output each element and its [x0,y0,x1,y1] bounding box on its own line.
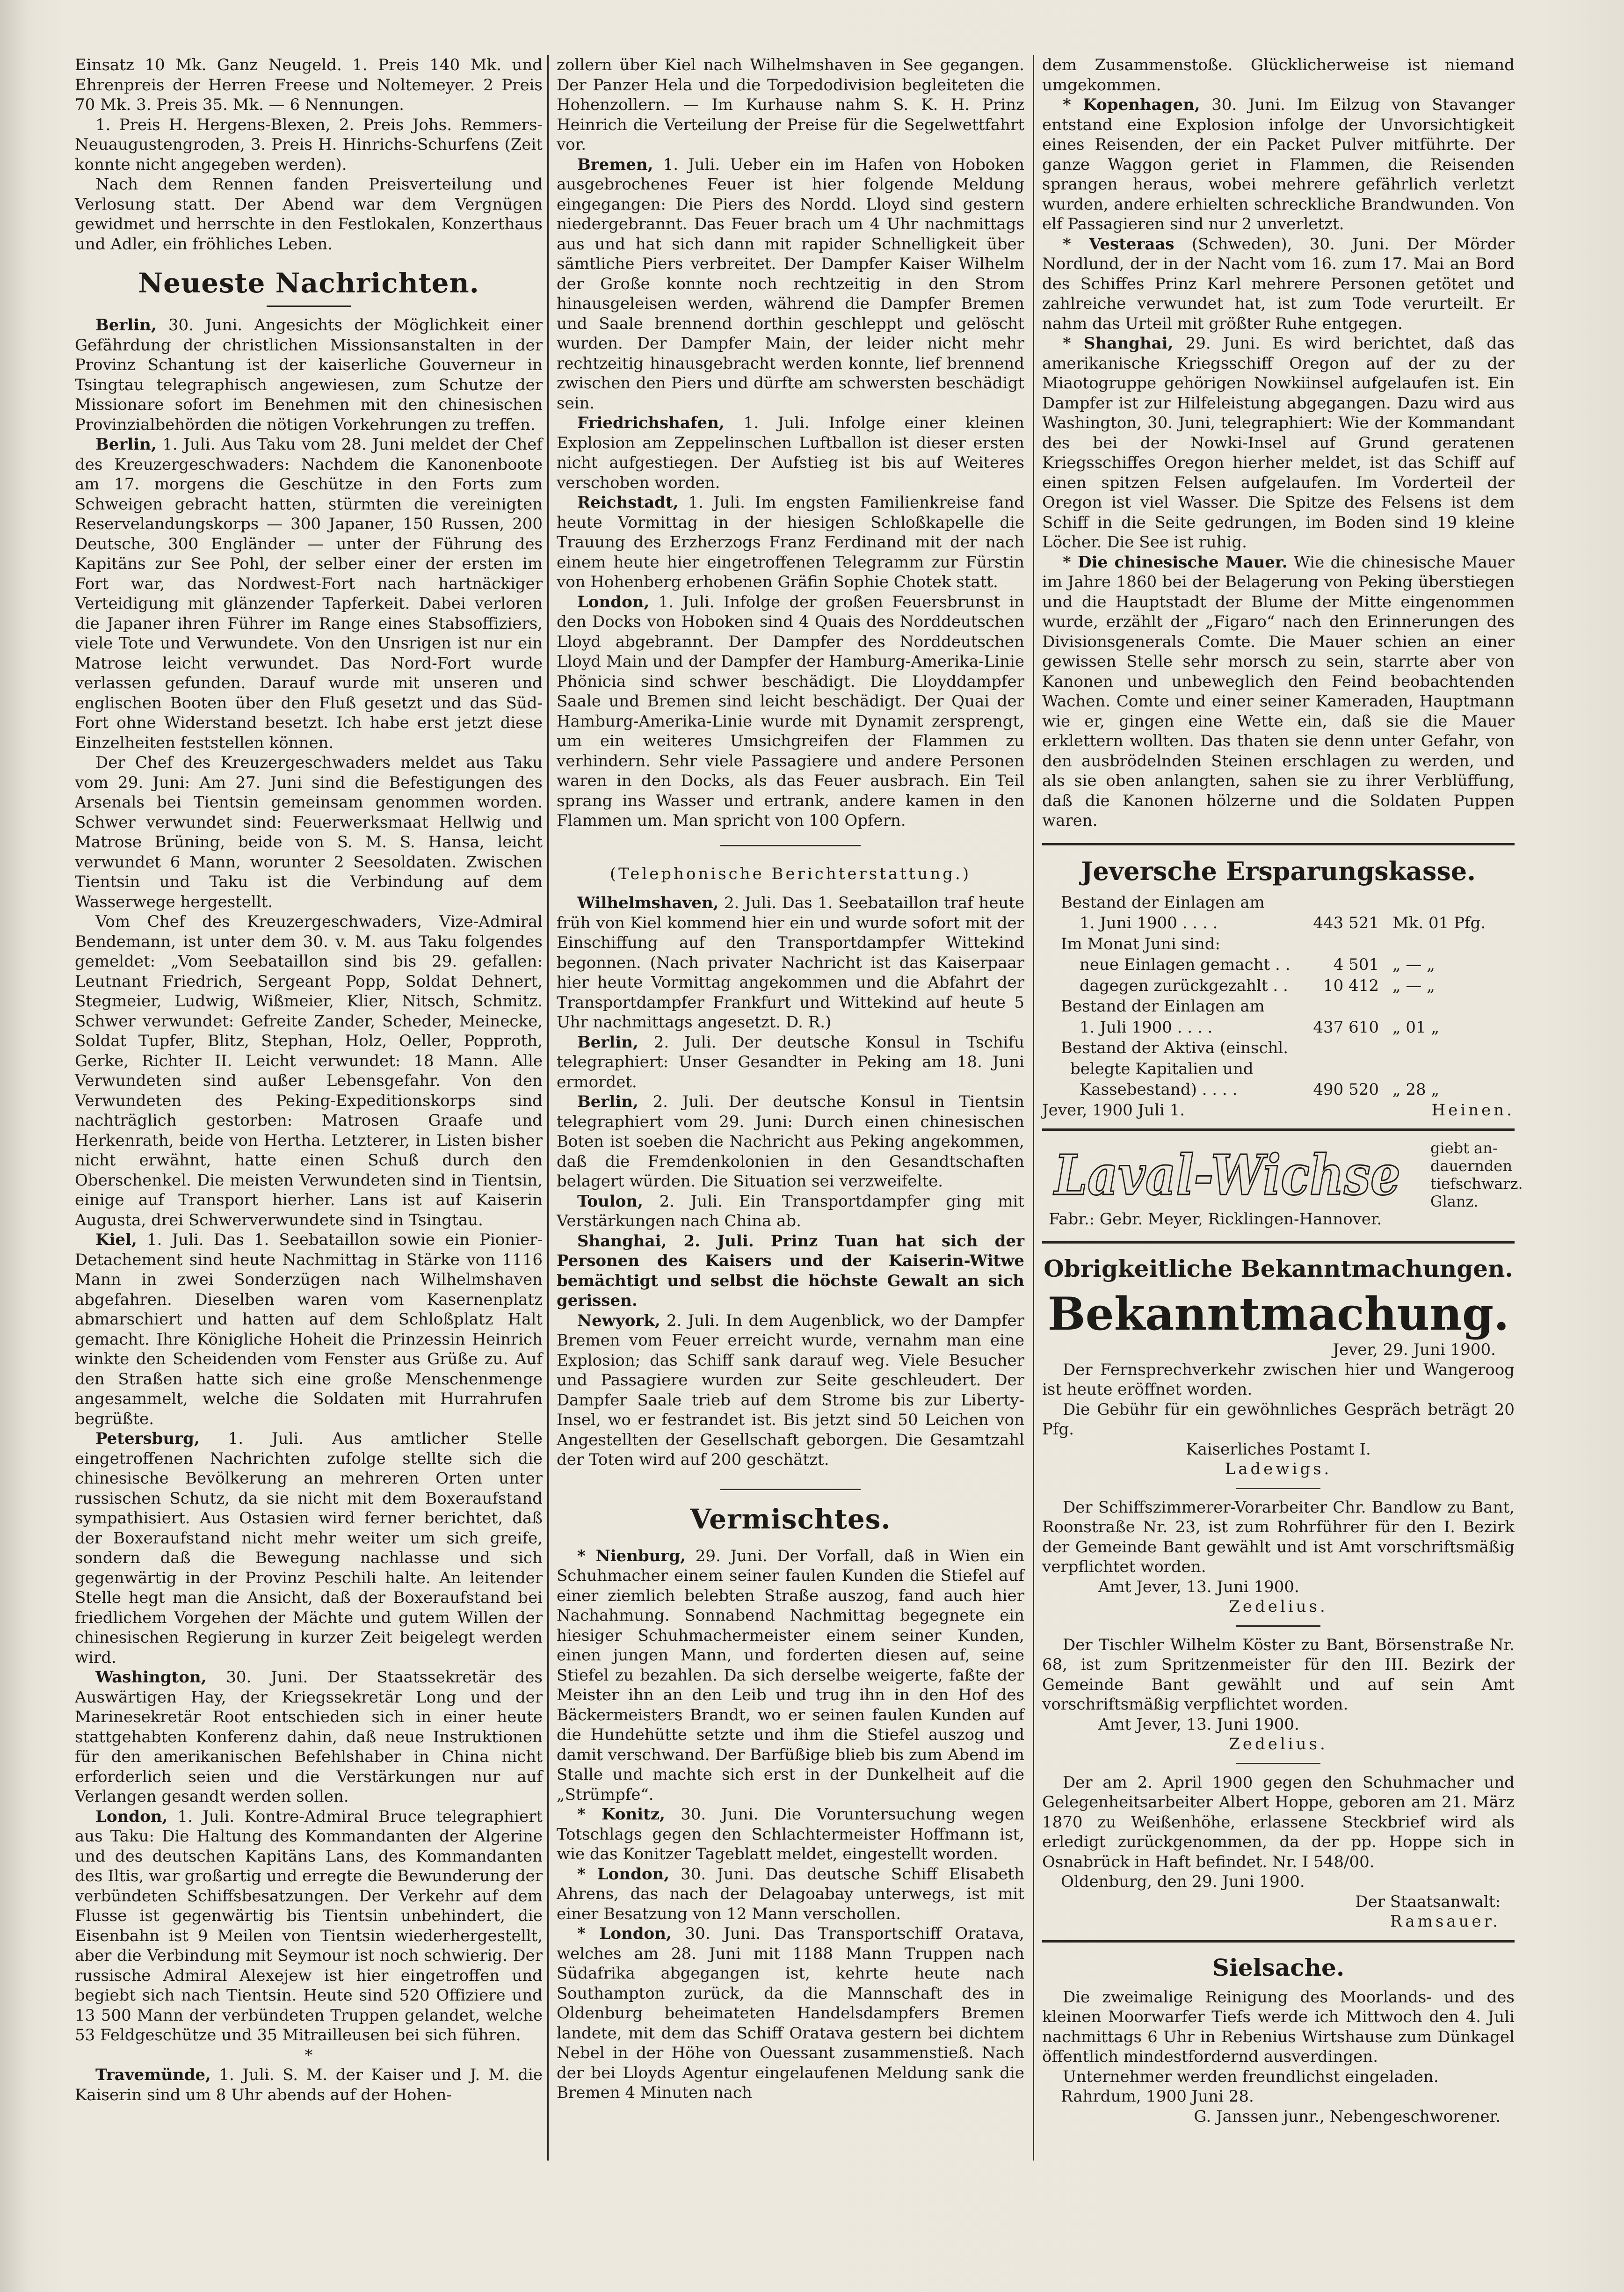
ad-tagline-line: dauernden [1430,1157,1513,1175]
savings-bank-table [1042,892,1515,1100]
siel-place: Rahrdum, 1900 Juni 28. [1061,2087,1254,2106]
article-text: 2. Juli. Der deutsche Konsul in Tientsin telegraphiert vom 29. Juni: Durch einen chinesischen Boten ist soeben die Nachricht aus Peking angekommen, daß die Fremdenkolonien in den Gesandtschaften belagert würden. Die Situation sei verzweifelte. [557,1092,1024,1191]
article-text: 2. Juli. Der deutsche Konsul in Tschifu telegraphiert: Unser Gesandter in Peking am 18. Juni ermordet. [557,1033,1024,1091]
notice-sign-office: Kaiserliches Postamt I. [1186,1440,1371,1459]
section-rule-2 [720,1489,861,1490]
article-text: 30. Juni. Angesichts der Möglichkeit einer Gefährdung der christlichen Missionsanstalten in der Provinz Schantung ist der kaiserliche Gouverneur in Tsingtau telegraphisch angewiesen, zum Schutze der Missionare sofort im Benehmen mit den chinesischen Provinzialbehörden die nötigen Vorkehrungen zu treffen. [75,316,543,434]
article-text: 1. Juli. Das 1. Seebataillon sowie ein Pionier-Detachement sind heute Nachmittag in Stärke von 1116 Mann in zwei Sonderzügen nach Wilhelmshaven abgefahren. Dieselben waren vom Kasernenplatz abmarschiert und hatten auf dem Schloßplatz Halt gemacht. Ihre Königliche Hoheit die Prinzessin Heinrich winkte den Scheidenden vom Fenster aus Grüße zu. Auf den Straßen hatte sich eine große Menschenmenge angesammelt, welche die Soldaten mit Hurrahrufen begrüßte. [75,1230,543,1428]
siel-title: Sielsache. [1212,1953,1345,1981]
article-text: 1. Juli. Im engsten Familienkreise fand heute Vormittag in der hiesigen Schloßkapelle die Trauung des Erzherzogs Franz Ferdinand mit der nach einem heute hier eingetroffenen Telegramm zur Fürstin von Hohenberg erhobenen Gräfin Sophie Chotek statt. [557,493,1024,591]
dateline: Berlin, [577,1092,638,1111]
savings-bank-notice [1042,854,1515,1121]
dateline: Bremen, [577,155,653,174]
dateline: * London, [577,1924,672,1943]
article-paragraph [557,1033,1024,1092]
savings-label: 1. Juli 1900 . . . . [1080,1018,1213,1037]
dateline: Kiel, [95,1230,137,1249]
article-paragraph [557,1311,1024,1470]
article-paragraph [557,155,1024,414]
dateline: * Kopenhagen, [1063,95,1200,114]
rule-above-savings [1042,843,1515,845]
ad-tagline-line: giebt an- [1430,1139,1498,1157]
savings-unit: „ 28 „ [1392,1080,1440,1099]
telephone-report-heading: (Telephonische Berichterstattung.) [609,864,972,883]
article-paragraph [75,753,543,912]
dateline: * Vesteraas [1063,234,1174,254]
race-results [75,55,543,254]
miscellaneous-continued [1042,55,1515,831]
article-text: Prinz Tuan hat sich der Personen des Kaisers und der Kaiserin-Witwe bemächtigt und selbst die höchste Gewalt an sich gerissen. [557,1231,1024,1310]
ad-tagline [1430,1139,1523,1210]
announcement-title: Bekanntmachung. [1047,1288,1509,1340]
siel-sign: G. Janssen junr., Nebengeschworener. [1194,2107,1501,2126]
notice-rule-3 [1236,1763,1320,1764]
telephone-news-list [557,893,1024,1470]
ad-tagline-line: Glanz. [1430,1193,1479,1210]
article-text: 1. Juli. S. M. der Kaiser und J. M. die Kaiserin sind um 8 Uhr abends auf der Hohen- [75,2066,543,2104]
notice-sielsache [1042,1951,1515,2127]
savings-unit [1379,892,1515,913]
dateline: Washington, [95,1668,207,1687]
article-text: 1. Juli. Ueber ein im Hafen von Hoboken ausgebrochenes Feuer ist hier folgende Meldung eingegangen: Die Piers des Nordd. Lloyd sind gestern niedergebrannt. Das Feuer brach um 4 Uhr nachmittags aus und hat sich dann mit rapider Schnelligkeit über sämtliche Piers verbreitet. Der Dampfer Kaiser Wilhelm der Große konnte noch rechtzeitig in den Strom hinausgeleisen werden, während die Dampfer Bremen und Saale brennend dorthin geschleppt und gelöscht wurden. Der Dampfer Main, der leider nicht mehr rechtzeitig hinausgebracht werden konnte, lief brennend zwischen den Piers und dürfte am schwersten beschädigt sein. [557,155,1024,413]
heading-neueste-nachrichten: Neueste Nachrichten. [138,267,479,299]
article-paragraph [1042,234,1515,334]
notice-sign-name: Ladewigs. [1225,1460,1332,1478]
notice-hoppe [1042,1773,1515,1932]
notice-body [1042,1360,1515,1440]
article-text: 30. Juni. Das Transportschiff Oratava, welches am 28. Juni mit 1188 Mann Truppen nach Südafrika abgegangen ist, kehrte heute nach Southampton zurück, da die Mannschaft des in Oldenburg beheimateten Handelsdampfers Bremen landete, mit dem das Schiff Oratava gestern bei dichtem Nebel in der Höhe von Ouessant zusammenstieß. Nach der bei Lloyds Agentur eingelaufenen Meldung sank die Bremen 4 Minuten nach [557,1924,1024,2102]
dateline: London, [95,1807,168,1826]
advertisement-laval-wichse [1042,1139,1523,1233]
dateline: * Shanghai, [1063,334,1174,353]
article-text: 29. Juni. Der Vorfall, daß in Wien ein Schuhmacher einem seiner faulen Kunden die Stiefel auf einer ziemlich belebten Straße auszog, fand auch hier Nachahmung. Sonnabend Nachmittag begegnete ein hiesiger Schuhmachermeister einem seiner Kunden, einen jungen Mann, und forderten diesen auf, seine Stiefel zu bezahlen. Da sich derselbe weigerte, faßte der Meister ihn an den Leib und trug ihn in den Hof des Bäckermeisters Brandt, wo er seinen faulen Kunden auf die Hundehütte setzte und ihm die Stiefel auszog und damit verschwand. Der Barfüßige blieb bis zum Abend im Stalle und machte sich erst in der Dunkelheit auf die „Strümpfe“. [557,1546,1024,1804]
article-paragraph [557,1192,1024,1231]
notice-body: Der Tischler Wilhelm Köster zu Bant, Börsenstraße Nr. 68, ist zum Spritzenmeister für den III. Bezirk der Gemeinde Bant gewählt und auf sein Amt vorschriftsmäßig verpflichtet worden. [1042,1635,1515,1714]
dateline: Berlin, [577,1033,638,1052]
article-text: 1. Juli. Infolge der großen Feuersbrunst in den Docks von Hoboken sind 4 Quais des Norddeutschen Lloyd abgebrannt. Der Dampfer des Norddeutschen Lloyd Main und der Dampfer der Hamburg-Amerika-Linie Phönicia sind schwer beschädigt. Die Lloyddampfer Saale und Bremen sind leicht beschädigt. Der Quai der Hamburg-Amerika-Linie wurde mit Dynamit zersprengt, um ein weiteres Umsichgreifen der Flammen zu verhindern. Sehr viele Passagiere und andere Personen waren in den Docks, als das Feuer ausbrach. Ein Teil sprang ins Wasser und ertrank, andere kamen in den Flammen um. Man spricht von 100 Opfern. [557,592,1024,830]
savings-date: Jever, 1900 Juli 1. [1042,1100,1185,1120]
section-rule [720,845,861,846]
savings-unit [1379,934,1515,955]
savings-row [1042,954,1515,975]
article-paragraph [557,493,1024,592]
savings-signature: Heinen. [1431,1100,1515,1120]
notice-body: Der Schiffszimmerer-Vorarbeiter Chr. Bandlow zu Bant, Roonstraße Nr. 23, ist zum Rohrführer für den I. Bezirk der Gemeinde Bant gewählt und ist Amt vorschriftsmäßig verpflichtet worden. [1042,1498,1515,1576]
race-paragraph: 1. Preis H. Hergens-Blexen, 2. Preis Johs. Remmers-Neuaugustengroden, 3. Preis H. Hinrichs-Schurfens (Zeit konnte nicht angegeben werden). [75,115,543,174]
article-paragraph [1042,553,1515,831]
savings-label: Bestand der Einlagen am [1061,893,1265,912]
savings-row [1042,892,1515,913]
official-notices-title: Obrigkeitliche Bekanntmachungen. [1044,1255,1513,1282]
article-paragraph [1042,334,1515,553]
article-text: 2. Juli. Das 1. Seebataillon traf heute früh von Kiel kommend hier ein und wurde sofort mit der Einschiffung auf den Transportdampfer Wittekind begonnen. (Nach privater Nachricht ist das Kaiserpaar hier heute Vormittag angekommen und die Abfahrt der Transportdampfer Frankfurt und Wittekind auf heute 5 Uhr nachmittags angesetzt. D. R.) [557,894,1024,1032]
dateline: * Die chinesische Mauer. [1063,553,1288,572]
savings-row [1042,996,1515,1017]
article-paragraph [75,315,543,435]
article-text: Wie die chinesische Mauer im Jahre 1860 bei der Belagerung von Peking überstiegen und die Hauptstadt der Blume der Mitte eingenommen wurde, erzählt der „Figaro“ nach den Erinnerungen des Divisionsgenerals Comte. Die Mauer schien an einer gewissen Stelle sehr morsch zu sein, starrte aber von Kanonen und unbeweglich den Feind beobachtenden Wachen. Comte und einer seiner Kameraden, Hauptmann wie er, gingen eine Wette ein, daß sie die Mauer erklettern wollten. Das thaten sie denn unter Gefahr, von den ausbrödelnden Steinen erschlagen zu werden, und als sie oben anlangten, sahen sie zu ihrer Verblüffung, daß die Kanonen hölzerne und die Soldaten Puppen waren. [1042,553,1515,830]
savings-num: 490 520 [1313,1080,1379,1099]
article-paragraph [557,55,1024,155]
savings-unit: „ 01 „ [1392,1018,1440,1037]
star-divider: * [304,2045,313,2065]
column-1 [75,55,543,2105]
savings-num [1299,934,1379,955]
article-paragraph [557,1546,1024,1805]
article-paragraph [75,2065,543,2105]
svg-text:Laval-Wichse: Laval-Wichse [1053,1142,1400,1208]
dateline: * London, [577,1864,670,1884]
article-paragraph [1042,95,1515,234]
article-text: 29. Juni. Es wird berichtet, daß das amerikanische Kriegsschiff Oregon auf der zu der Miaotogruppe gehörigen Nowkiinsel aufgelaufen ist. Ein Dampfer ist zur Hilfeleistung abgegangen. Dazu wird aus Washington, 30. Juni, telegraphiert: Wie der Kommandant des bei der Nowki-Insel auf Grund geratenen Kriegsschiffes Oregon hierher meldet, ist das Schiff auf einen spitzen Felsen aufgelaufen. Im Vorderteil der Oregon ist viel Wasser. Die Spitze des Felsens ist dem Schiff in die Seite gedrungen, im Boden sind 19 kleine Löcher. Die See ist ruhig. [1042,334,1515,552]
dateline: Friedrichshafen, [577,414,725,432]
heading-rule [267,306,351,307]
article-text: 1. Juli. Kontre-Admiral Bruce telegraphiert aus Taku: Die Haltung des Kommandanten der Algerine und des deutschen Kapitäns Lans, des Kommandanten des Iltis, war großartig und erregte die Bewunderung der verbündeten Schiffsbesatzungen. Der Verkehr auf dem Flusse ist gegenwärtig bis Tientsin unbehindert, die Eisenbahn ist 9 Meilen von Tientsin wiederhergestellt, aber die Verbindung mit Seymour ist noch schwierig. Der russische Admiral Alexejew ist hier eingetroffen und begiebt sich nach Tientsin. Heute sind 520 Offiziere und 13 500 Mann der verbündeten Truppen gelandet, welche 53 Feldgeschütze und 35 Mitrailleusen bei sich führen. [75,1807,543,2045]
column-rule-left [547,55,549,2161]
article-paragraph [75,1667,543,1807]
notice-body: Der am 2. April 1900 gegen den Schuhmacher und Gelegenheitsarbeiter Albert Hoppe, geboren am 21. März 1870 zu Weißenhöhe, erlassene Steckbrief wird als erledigt zurückgenommen, da der pp. Hoppe sich in Osnabrück in Haft befindet. Nr. I 548/00. [1042,1773,1515,1871]
savings-num [1299,1059,1379,1080]
dateline: Travemünde, [95,2066,211,2084]
article-text: (Schweden), 30. Juni. Der Mörder Nordlund, der in der Nacht vom 16. zum 17. Mai an Bord des Schiffes Prinz Karl mehrere Personen getötet und zahlreiche verwundet hat, ist zum Tode verurteilt. Er nahm das Urteil mit größter Ruhe entgegen. [1042,234,1515,333]
article-text: 2. Juli. Ein Transportdampfer ging mit Verstärkungen nach China ab. [557,1192,1024,1230]
savings-num [1299,892,1379,913]
savings-row [1042,1079,1515,1100]
dateline: Berlin, [95,316,157,335]
savings-row [1042,913,1515,934]
laval-wichse-logo [1051,1142,1407,1208]
article-paragraph [557,1924,1024,2103]
savings-unit [1379,1038,1515,1059]
savings-bank-footer [1042,1100,1515,1121]
savings-label: belegte Kapitalien und [1070,1059,1254,1078]
article-paragraph [75,1230,543,1429]
dateline: * Nienburg, [577,1546,686,1565]
article-paragraph [557,592,1024,831]
article-text: Der Chef des Kreuzergeschwaders meldet aus Taku vom 29. Juni: Am 27. Juni sind die Befestigungen des Arsenals bei Tientsin gemeinsam genommen worden. Schwer verwundet sind: Feuerwerksmaat Hellwig und Matrose Brüning, beide von S. M. S. Hansa, leicht verwundet 6 Mann, worunter 2 Seesoldaten. Zwischen Tientsin und Taku ist die Verbindung auf dem Wasserwege hergestellt. [75,753,543,911]
article-text: 30. Juni. Im Eilzug von Stavanger entstand eine Explosion infolge der Unvorsichtigkeit eines Reisenden, der ein Packet Pulver mitführte. Der ganze Waggon geriet in Flammen, die Reisenden sprangen heraus, wobei mehrere gefährlich verletzt wurden, andere erhielten schreckliche Brandwunden. Von elf Passagieren sind nur 2 unverletzt. [1042,95,1515,233]
article-text: Vom Chef des Kreuzergeschwaders, Vize-Admiral Bendemann, ist unter dem 30. v. M. aus Taku folgendes gemeldet: „Vom Seebataillon sind bis 29. gefallen: Leutnant Friedrich, Sergeant Popp, Soldat Dehnert, Stegmeier, Ludwig, Wißmeier, Klier, Nitsch, Schmitz. Schwer verwundet: Gefreite Zander, Scheder, Meinecke, Soldat Tupfer, Blitz, Stephan, Holz, Oeller, Popproth, Gerke, Richter II. Leicht verwundet: 18 Mann. Alle Verwundeten sind außer Lebensgefahr. Von den Verwundeten des Peking-Expeditionskorps sind nachträglich gestorben: Matrosen Graafe und Herkenrath, beide von Hertha. Letzterer, in Listen bisher nicht erwähnt, hatte einen Schuß durch den Oberschenkel. Die meisten Verwundeten sind in Tientsin, einige auf Transport hierher. Lans ist auf Kaiserin Augusta, drei Schwerverwundete sind in Tsingtau. [75,912,543,1230]
news-list [75,315,543,2105]
article-paragraph [557,413,1024,493]
article-text: 30. Juni. Die Voruntersuchung wegen Totschlags gegen den Schlachtermeister Hoffmann ist, wie das Konitzer Tageblatt meldet, eingestellt worden. [557,1805,1024,1863]
savings-num [1299,1038,1379,1059]
article-text: 1. Juli. Aus Taku vom 28. Juni meldet der Chef des Kreuzergeschwaders: Nachdem die Kanonenboote am 17. morgens die Geschütze in den Forts zum Schweigen gebracht hatten, stürmten die vereinigten Reservelandungskorps — 300 Japaner, 150 Russen, 200 Deutsche, 300 Engländer — unter der Führung des Kapitäns zur See Pohl, der selber einer der ersten im Fort war, das Nordwest-Fort nach hartnäckiger Verteidigung mit glänzender Tapferkeit. Dabei verloren die Japaner ihren Führer im Range eines Stabsoffiziers, viele Tote und Verwundete. Von den Unsrigen ist nur ein Matrose leicht verwundet. Das Nord-Fort wurde verlassen gefunden. Darauf wurde mit unseren und englischen Booten über den Fluß gesetzt und das Süd-Fort ohne Widerstand besetzt. Ich habe erst jetzt diese Einzelheiten feststellen können. [75,435,543,752]
savings-label: Bestand der Einlagen am [1061,997,1265,1016]
savings-num: 4 501 [1333,955,1379,974]
ad-manufacturer: Fabr.: Gebr. Meyer, Ricklingen-Hannover. [1049,1210,1382,1229]
savings-num: 10 412 [1323,976,1379,995]
savings-label: Bestand der Aktiva (einschl. [1061,1039,1289,1057]
savings-row [1042,1017,1515,1038]
column-2 [557,55,1024,2103]
notice-telephone [1042,1340,1515,1479]
notice-sign: Zedelius. [1229,1597,1328,1616]
siel-body-2: Unternehmer werden freundlichst eingeladen. [1063,2067,1439,2086]
savings-label: dagegen zurückgezahlt . . [1080,976,1288,995]
dateline: Shanghai, 2. Juli. [577,1231,754,1251]
article-text: 2. Juli. In dem Augenblick, wo der Dampfer Bremen vom Feuer erreicht wurde, vernahm man eine Explosion; das Schiff sank darauf weg. Viele Besucher und Passagiere wurden zur Seite geschleudert. Der Dampfer Saale trieb auf dem Strome bis zur Liberty-Insel, wo er festrandet ist. Bis jetzt sind 50 Leichen von Angestellten der Gesellschaft geborgen. Die Gesamtzahl der Toten wird auf 200 geschätzt. [557,1311,1024,1469]
dateline: Petersburg, [95,1429,200,1448]
race-paragraph: Einsatz 10 Mk. Ganz Neugeld. 1. Preis 140 Mk. und Ehrenpreis der Herren Freese und Noltemeyer. 2 Preis 70 Mk. 3. Preis 35. Mk. — 6 Nennungen. [75,56,543,114]
rule-above-official [1042,1241,1515,1244]
rule-above-ad [1042,1128,1515,1131]
article-text: dem Zusammenstoße. Glücklicherweise ist niemand umgekommen. [1042,56,1515,95]
dateline: Toulon, [577,1192,643,1211]
savings-label: 1. Juni 1900 . . . . [1080,914,1218,932]
notice-place: Amt Jever, 13. Juni 1900. [1098,1577,1299,1596]
savings-unit: „ — „ [1392,976,1435,995]
article-text: 30. Juni. Das deutsche Schiff Elisabeth Ahrens, das nach der Delagoabay unterwegs, ist mit einer Besatzung von 12 Mann verschollen. [557,1864,1024,1923]
savings-label: Kassebestand) . . . . [1080,1080,1238,1099]
savings-row [1042,975,1515,997]
savings-num: 443 521 [1313,914,1379,932]
notice-date: Jever, 29. Juni 1900. [1333,1340,1496,1359]
savings-row [1042,1059,1515,1080]
article-paragraph [75,1429,543,1667]
savings-label: Im Monat Juni sind: [1061,934,1220,953]
article-paragraph [557,893,1024,1033]
dateline: Berlin, [95,435,157,454]
savings-unit: Mk. 01 Pfg. [1392,914,1486,932]
savings-row [1042,1038,1515,1059]
notice-sign-name: Ramsauer. [1390,1912,1501,1931]
notice-sign: Zedelius. [1229,1735,1328,1754]
article-text: 1. Juli. Aus amtlicher Stelle eingetroffenen Nachrichten zufolge stellte sich die chinesische Bevölkerung an mehreren Orten unter russischen Schutz, da sie nicht mit dem Boxeraufstand sympathisiert. Aus Ostasien wird ferner berichtet, daß der Boxeraufstand nicht mehr weiter um sich greife, sondern daß die Bewegung nachlasse und sich gegenwärtig in der Provinz Peschili halte. An leitender Stelle hegt man die Ansicht, daß der Boxeraufstand bei friedlichem Vorgehen der Mächte und gutem Willen der chinesischen Regierung in kurzer Zeit beigelegt werden wird. [75,1429,543,1667]
heading-vermischtes: Vermischtes. [690,1503,891,1535]
savings-unit [1379,996,1515,1017]
article-paragraph [557,1092,1024,1192]
notice-paragraph: Der Fernsprechverkehr zwischen hier und Wangeroog ist heute eröffnet worden. [1042,1360,1515,1399]
savings-bank-title: Jeversche Ersparungskasse. [1080,856,1476,886]
article-paragraph [1042,55,1515,95]
notice-place: Amt Jever, 13. Juni 1900. [1098,1715,1299,1734]
notice-place: Oldenburg, den 29. Juni 1900. [1061,1872,1305,1891]
savings-unit [1379,1059,1515,1080]
article-paragraph [557,1864,1024,1924]
notice-rule-2 [1236,1625,1320,1627]
dateline: London, [577,592,650,611]
notice-rule-1 [1236,1488,1320,1489]
notice-bandlow [1042,1498,1515,1617]
savings-row [1042,934,1515,955]
article-paragraph [557,1804,1024,1864]
news-list-continued [557,55,1024,831]
dateline: Reichstadt, [577,493,679,512]
savings-label: neue Einlagen gemacht . . [1080,955,1290,974]
column-3 [1042,55,1523,2126]
dateline: * Konitz, [577,1805,665,1824]
article-paragraph [557,1231,1024,1311]
ad-tagline-line: tiefschwarz. [1430,1175,1523,1193]
column-rule-right [1033,55,1034,2161]
article-paragraph [75,435,543,753]
notice-sign-title: Der Staatsanwalt: [1355,1892,1501,1911]
race-paragraph: Nach dem Rennen fanden Preisverteilung und Verlosung statt. Der Abend war dem Vergnügen gewidmet und herrschte in den Festlokalen, Konzerthaus und Adler, ein fröhliches Leben. [75,175,543,254]
notice-paragraph: Die Gebühr für ein gewöhnliches Gespräch beträgt 20 Pfg. [1042,1400,1515,1439]
dateline: Wilhelmshaven, [577,894,719,912]
article-paragraph [75,1807,543,2045]
article-paragraph [75,912,543,1230]
siel-body: Die zweimalige Reinigung des Moorlands- und des kleinen Moorwarfer Tiefs werde ich Mittwoch den 4. Juli nachmittags 6 Uhr in Rebenius Wirtshause zum Dünkagel öffentlich mindestfordernd ausverdingen. [1042,1987,1515,2066]
savings-num: 437 610 [1313,1018,1379,1037]
miscellaneous-list [557,1546,1024,2103]
notice-koester [1042,1635,1515,1754]
article-text: 30. Juni. Der Staatssekretär des Auswärtigen Hay, der Kriegssekretär Long und der Marinesekretär Root entschieden sich in einer heute stattgehabten Konferenz dahin, daß neue Instruktionen für den amerikanischen Befehlshaber in China nicht erforderlich seien und die Verstärkungen nur auf Verlangen gesandt werden sollen. [75,1668,543,1806]
savings-num [1299,996,1379,1017]
rule-above-siel [1042,1940,1515,1943]
savings-unit: „ — „ [1392,955,1435,974]
dateline: Newyork, [577,1311,660,1330]
article-text: 1. Juli. Infolge einer kleinen Explosion am Zeppelinschen Luftballon ist dieser ersten nicht aufgestiegen. Der Aufstieg ist bis auf Weiteres verschoben worden. [557,414,1024,492]
article-text: zollern über Kiel nach Wilhelmshaven in See gegangen. Der Panzer Hela und die Torpedodivision begleiteten die Hohenzollern. — Im Kurhause nahm S. K. H. Prinz Heinrich die Verteilung der Preise für die Segelwettfahrt vor. [557,56,1024,154]
